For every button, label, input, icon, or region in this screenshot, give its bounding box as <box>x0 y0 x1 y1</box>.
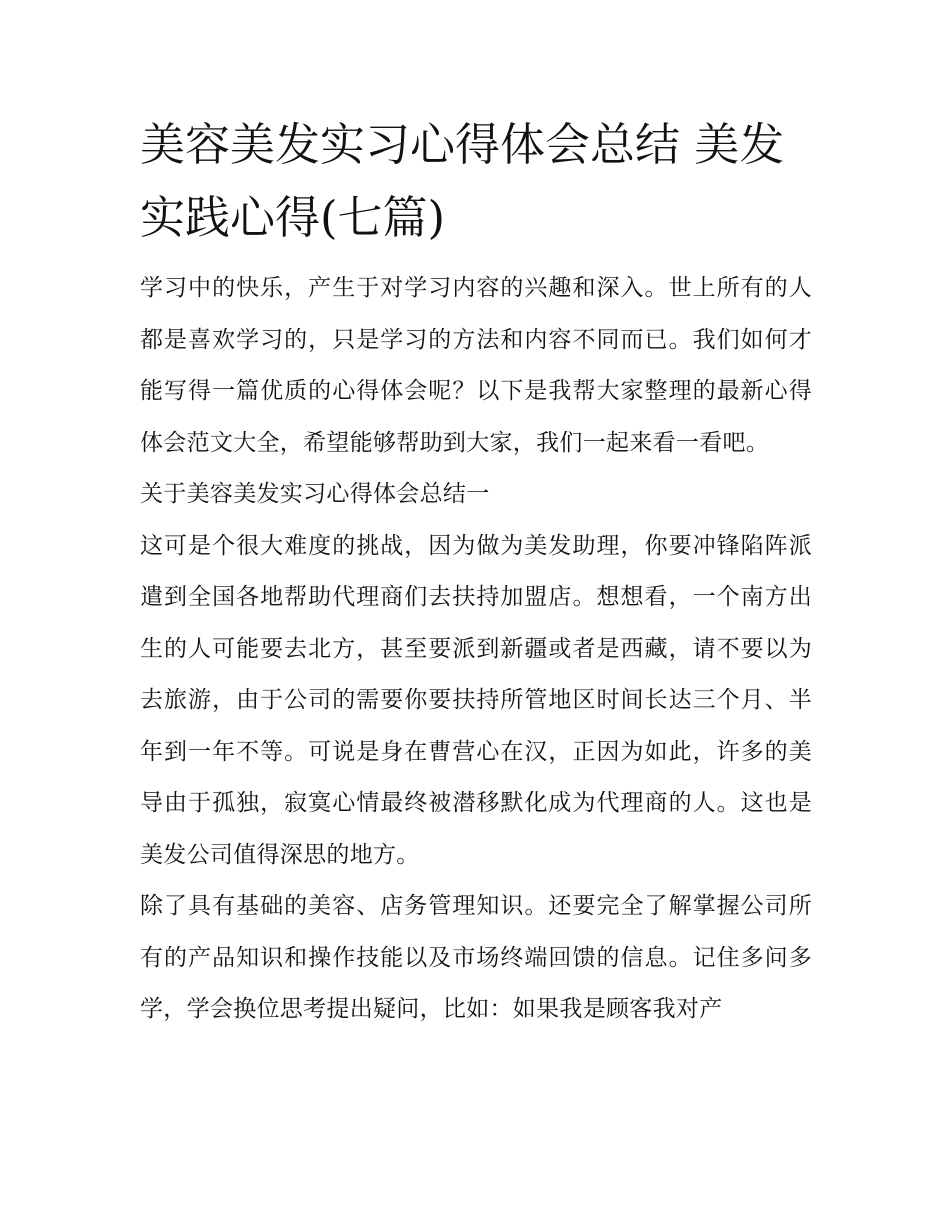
body-paragraph-2: 除了具有基础的美容、店务管理知识。还要完全了解掌握公司所有的产品知识和操作技能以及市场终端回馈的信息。记住多问多学，学会换位思考提出疑问，比如：如果我是顾客我对产 <box>140 893 812 1022</box>
document-text <box>140 263 812 1036</box>
body-paragraph-1: 这可是个很大难度的挑战，因为做为美发助理，你要冲锋陷阵派遣到全国各地帮助代理商们去扶持加盟店。想想看，一个南方出生的人可能要去北方，甚至要派到新疆或者是西藏，请不要以为去旅游，由于公司的需要你要扶持所管地区时间长达三个月、半年到一年不等。可说是身在曹营心在汉，正因为如此，许多的美导由于孤独，寂寞心情最终被潜移默化成为代理商的人。这也是美发公司值得深思的地方。 <box>140 532 812 868</box>
document-title: 美容美发实习心得体会总结 美发实践心得(七篇) <box>140 118 785 244</box>
document-body <box>140 108 812 1036</box>
section-heading: 关于美容美发实习心得体会总结一 <box>140 481 490 507</box>
intro-paragraph: 学习中的快乐，产生于对学习内容的兴趣和深入。世上所有的人都是喜欢学习的，只是学习的方法和内容不同而已。我们如何才能写得一篇优质的心得体会呢？以下是我帮大家整理的最新心得体会范文大全，希望能够帮助到大家，我们一起来看一看吧。 <box>140 275 812 456</box>
